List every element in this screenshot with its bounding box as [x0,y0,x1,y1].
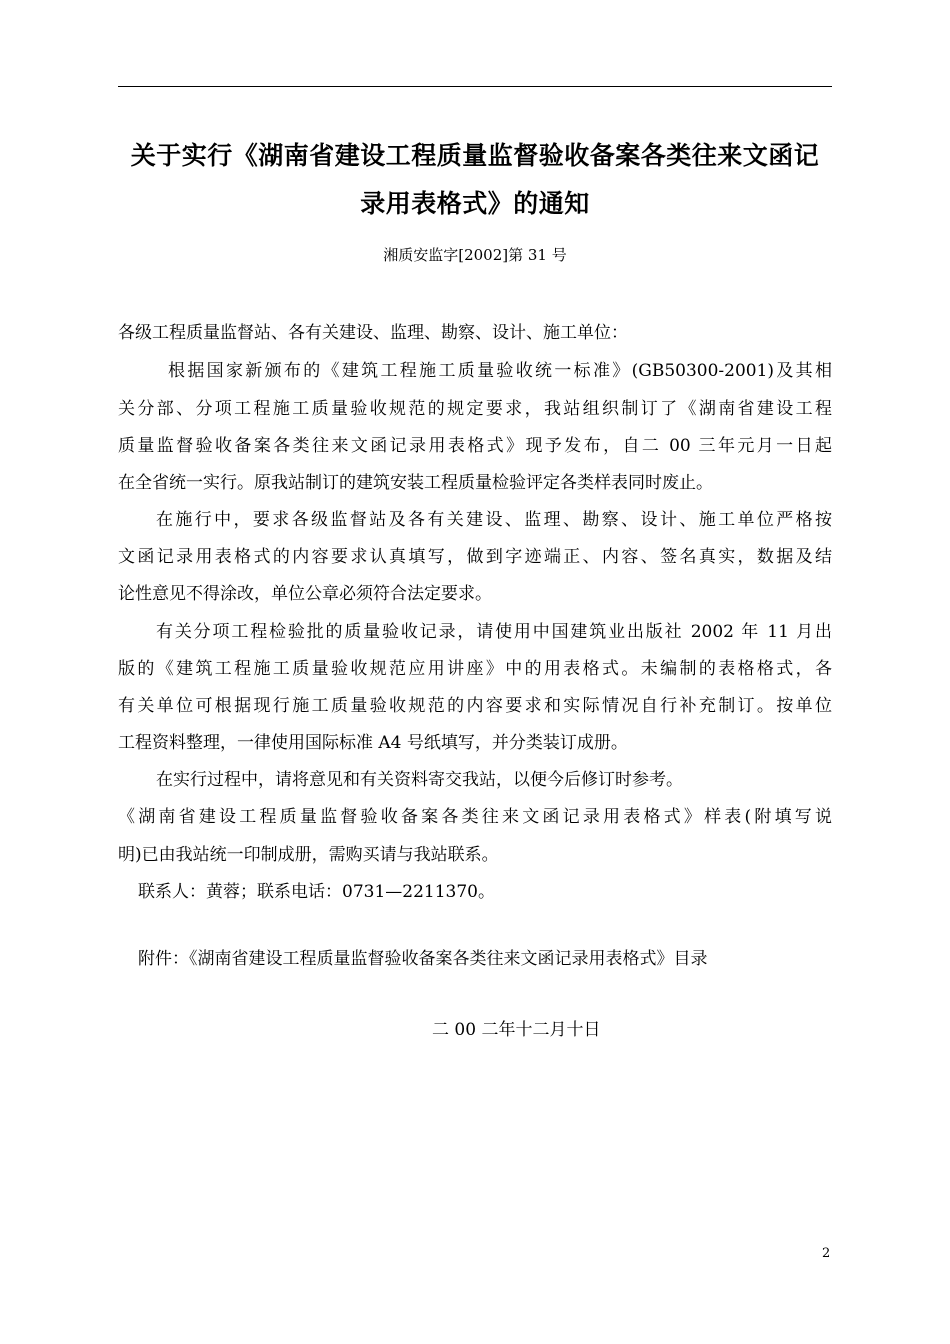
salutation: 各级工程质量监督站、各有关建设、监理、勘察、设计、施工单位： [118,323,628,343]
paragraph-3-line-3: 有关单位可根据现行施工质量验收规范的内容要求和实际情况自行补充制订。按单位 [118,696,832,716]
paragraph-5-line-2: 明)已由我站统一印制成册，需购买请与我站联系。 [118,845,499,865]
paragraph-1-line-4: 在全省统一实行。原我站制订的建筑安装工程质量检验评定各类样表同时废止。 [118,473,713,493]
contact-info: 联系人：黄蓉；联系电话：0731—2211370。 [138,882,495,902]
paragraph-3-line-4: 工程资料整理，一律使用国际标准 A4 号纸填写，并分类装订成册。 [118,733,628,753]
paragraph-4: 在实行过程中，请将意见和有关资料寄交我站，以便今后修订时参考。 [156,770,683,790]
paragraph-5-line-1: 《湖南省建设工程质量监督验收备案各类往来文函记录用表格式》样表(附填写说 [118,807,832,827]
document-title-line-2: 录用表格式》的通知 [360,189,590,218]
paragraph-1-line-1: 根据国家新颁布的《建筑工程施工质量验收统一标准》(GB50300-2001)及其相 [168,361,832,381]
paragraph-1-line-3: 质量监督验收备案各类往来文函记录用表格式》现予发布，自二 00 三年元月一日起 [118,436,832,456]
paragraph-1-line-2: 关分部、分项工程施工质量验收规范的规定要求，我站组织制订了《湖南省建设工程 [118,399,832,419]
document-number: 湘质安监字[2002]第 31 号 [383,246,567,264]
paragraph-2-line-1: 在施行中，要求各级监督站及各有关建设、监理、勘察、设计、施工单位严格按 [156,510,832,530]
paragraph-2-line-2: 文函记录用表格式的内容要求认真填写，做到字迹端正、内容、签名真实，数据及结 [118,547,832,567]
document-title-line-1: 关于实行《湖南省建设工程质量监督验收备案各类往来文函记 [130,141,820,170]
page-number: 2 [822,1246,831,1261]
issue-date: 二 00 二年十二月十日 [432,1020,601,1040]
paragraph-2-line-3: 论性意见不得涂改，单位公章必须符合法定要求。 [118,584,492,604]
attachment-note: 附件：《湖南省建设工程质量监督验收备案各类往来文函记录用表格式》目录 [138,949,708,969]
header-rule [118,86,832,87]
paragraph-3-line-1: 有关分项工程检验批的质量验收记录，请使用中国建筑业出版社 2002 年 11 月出 [156,622,832,642]
paragraph-3-line-2: 版的《建筑工程施工质量验收规范应用讲座》中的用表格式。未编制的表格格式，各 [118,659,832,679]
